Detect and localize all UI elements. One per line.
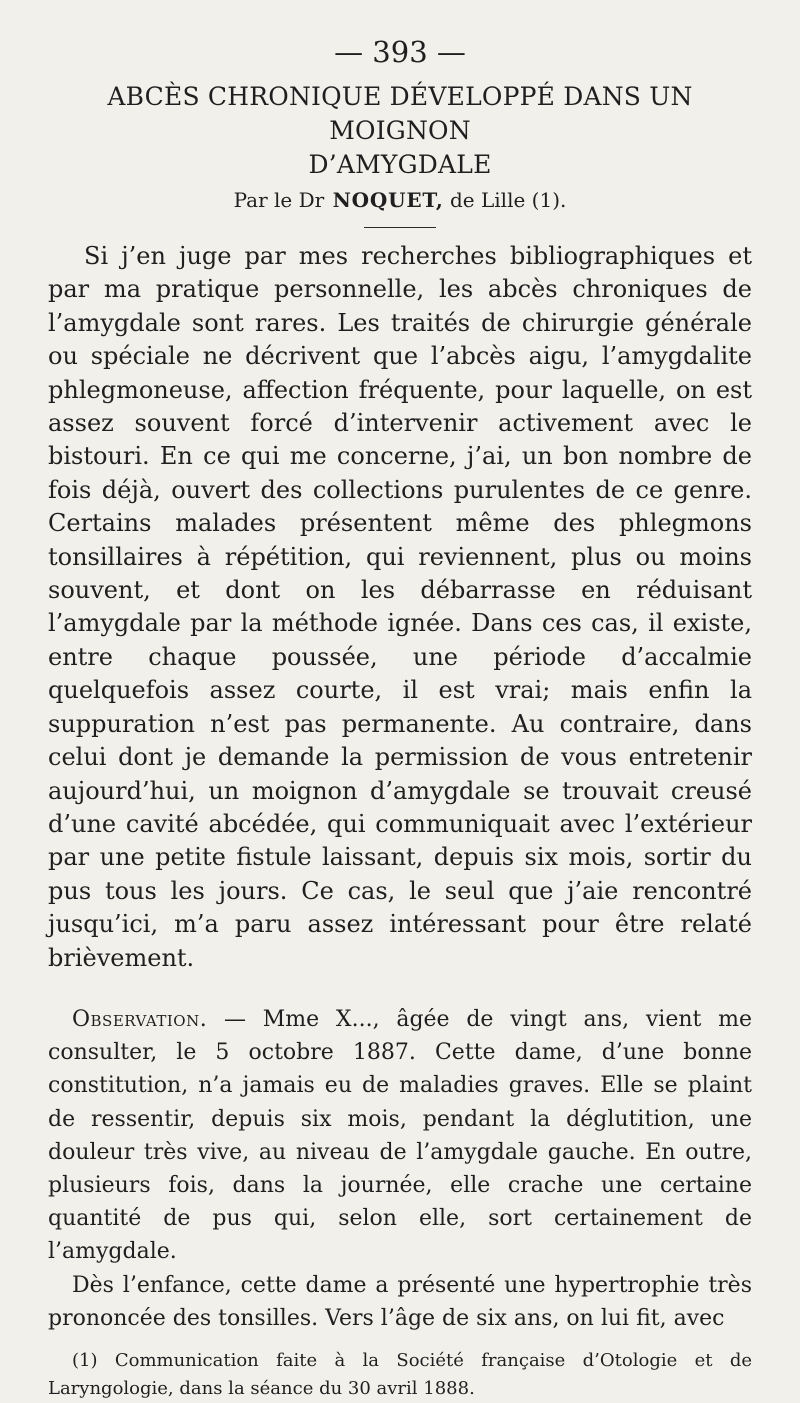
article-title-line-1: ABCÈS CHRONIQUE DÉVELOPPÉ DANS UN MOIGNON (107, 82, 693, 145)
footnote: (1) Communication faite à la Société française d’Otologie et de Laryngologie, dans la séance du 30 avril 1888. (48, 1349, 752, 1399)
observation-text: — Mme X..., âgée de vingt ans, vient me consulter, le 5 octobre 1887. Cette dame, d’une bonne constitution, n’a jamais eu de maladies graves. Elle se plaint de ressentir, depuis six mois, pendant la déglutition, une douleur très vive, au niveau de l’amygdale gauche. En outre, plusieurs fois, dans la journée, elle crache une certaine quantité de pus qui, selon elle, sort certainement de l’amygdale. (48, 1006, 752, 1265)
observation-paragraph (48, 1003, 752, 1269)
page-number: — 393 — (334, 35, 466, 69)
body-paragraph-3: Dès l’enfance, cette dame a présenté une hypertrophie très prononcée des tonsilles. Vers l’âge de six ans, on lui fit, avec (48, 1272, 752, 1331)
author-line (48, 186, 752, 214)
body-paragraph-1: Si j’en juge par mes recherches bibliographiques et par ma pratique personnelle, les abcès chroniques de l’amygdale sont rares. Les traités de chirurgie générale ou spéciale ne décrivent que l’abcès aigu, l’amygdalite phlegmoneuse, affection fréquente, pour laquelle, on est assez souvent forcé d’intervenir activement avec le bistouri. En ce qui me concerne, j’ai, un bon nombre de fois déjà, ouvert des collections purulentes de ce genre. Certains malades présentent même des phlegmons tonsillaires à répétition, qui reviennent, plus ou moins souvent, et dont on les débarrasse en réduisant l’amygdale par la méthode ignée. Dans ces cas, il existe, entre chaque poussée, une période d’accalmie quelquefois assez courte, il est vrai; mais enfin la suppuration n’est pas permanente. Au contraire, dans celui dont je demande la permission de vous entretenir aujourd’hui, un moignon d’amygdale se trouvait creusé d’une cavité abcédée, qui communiquait avec l’extérieur par une petite fistule laissant, depuis six mois, sortir du pus tous les jours. Ce cas, le seul que j’aie rencontré jusqu’ici, m’a paru assez intéressant pour être relaté brièvement. (48, 242, 752, 972)
observation-label: Observation. (72, 1006, 208, 1032)
section-divider (364, 227, 436, 228)
author-name: NOQUET, (332, 188, 444, 212)
author-suffix: de Lille (1). (450, 188, 567, 212)
article-title-line-2: D’AMYGDALE (308, 150, 492, 179)
author-prefix: Par le Dr (233, 188, 325, 212)
